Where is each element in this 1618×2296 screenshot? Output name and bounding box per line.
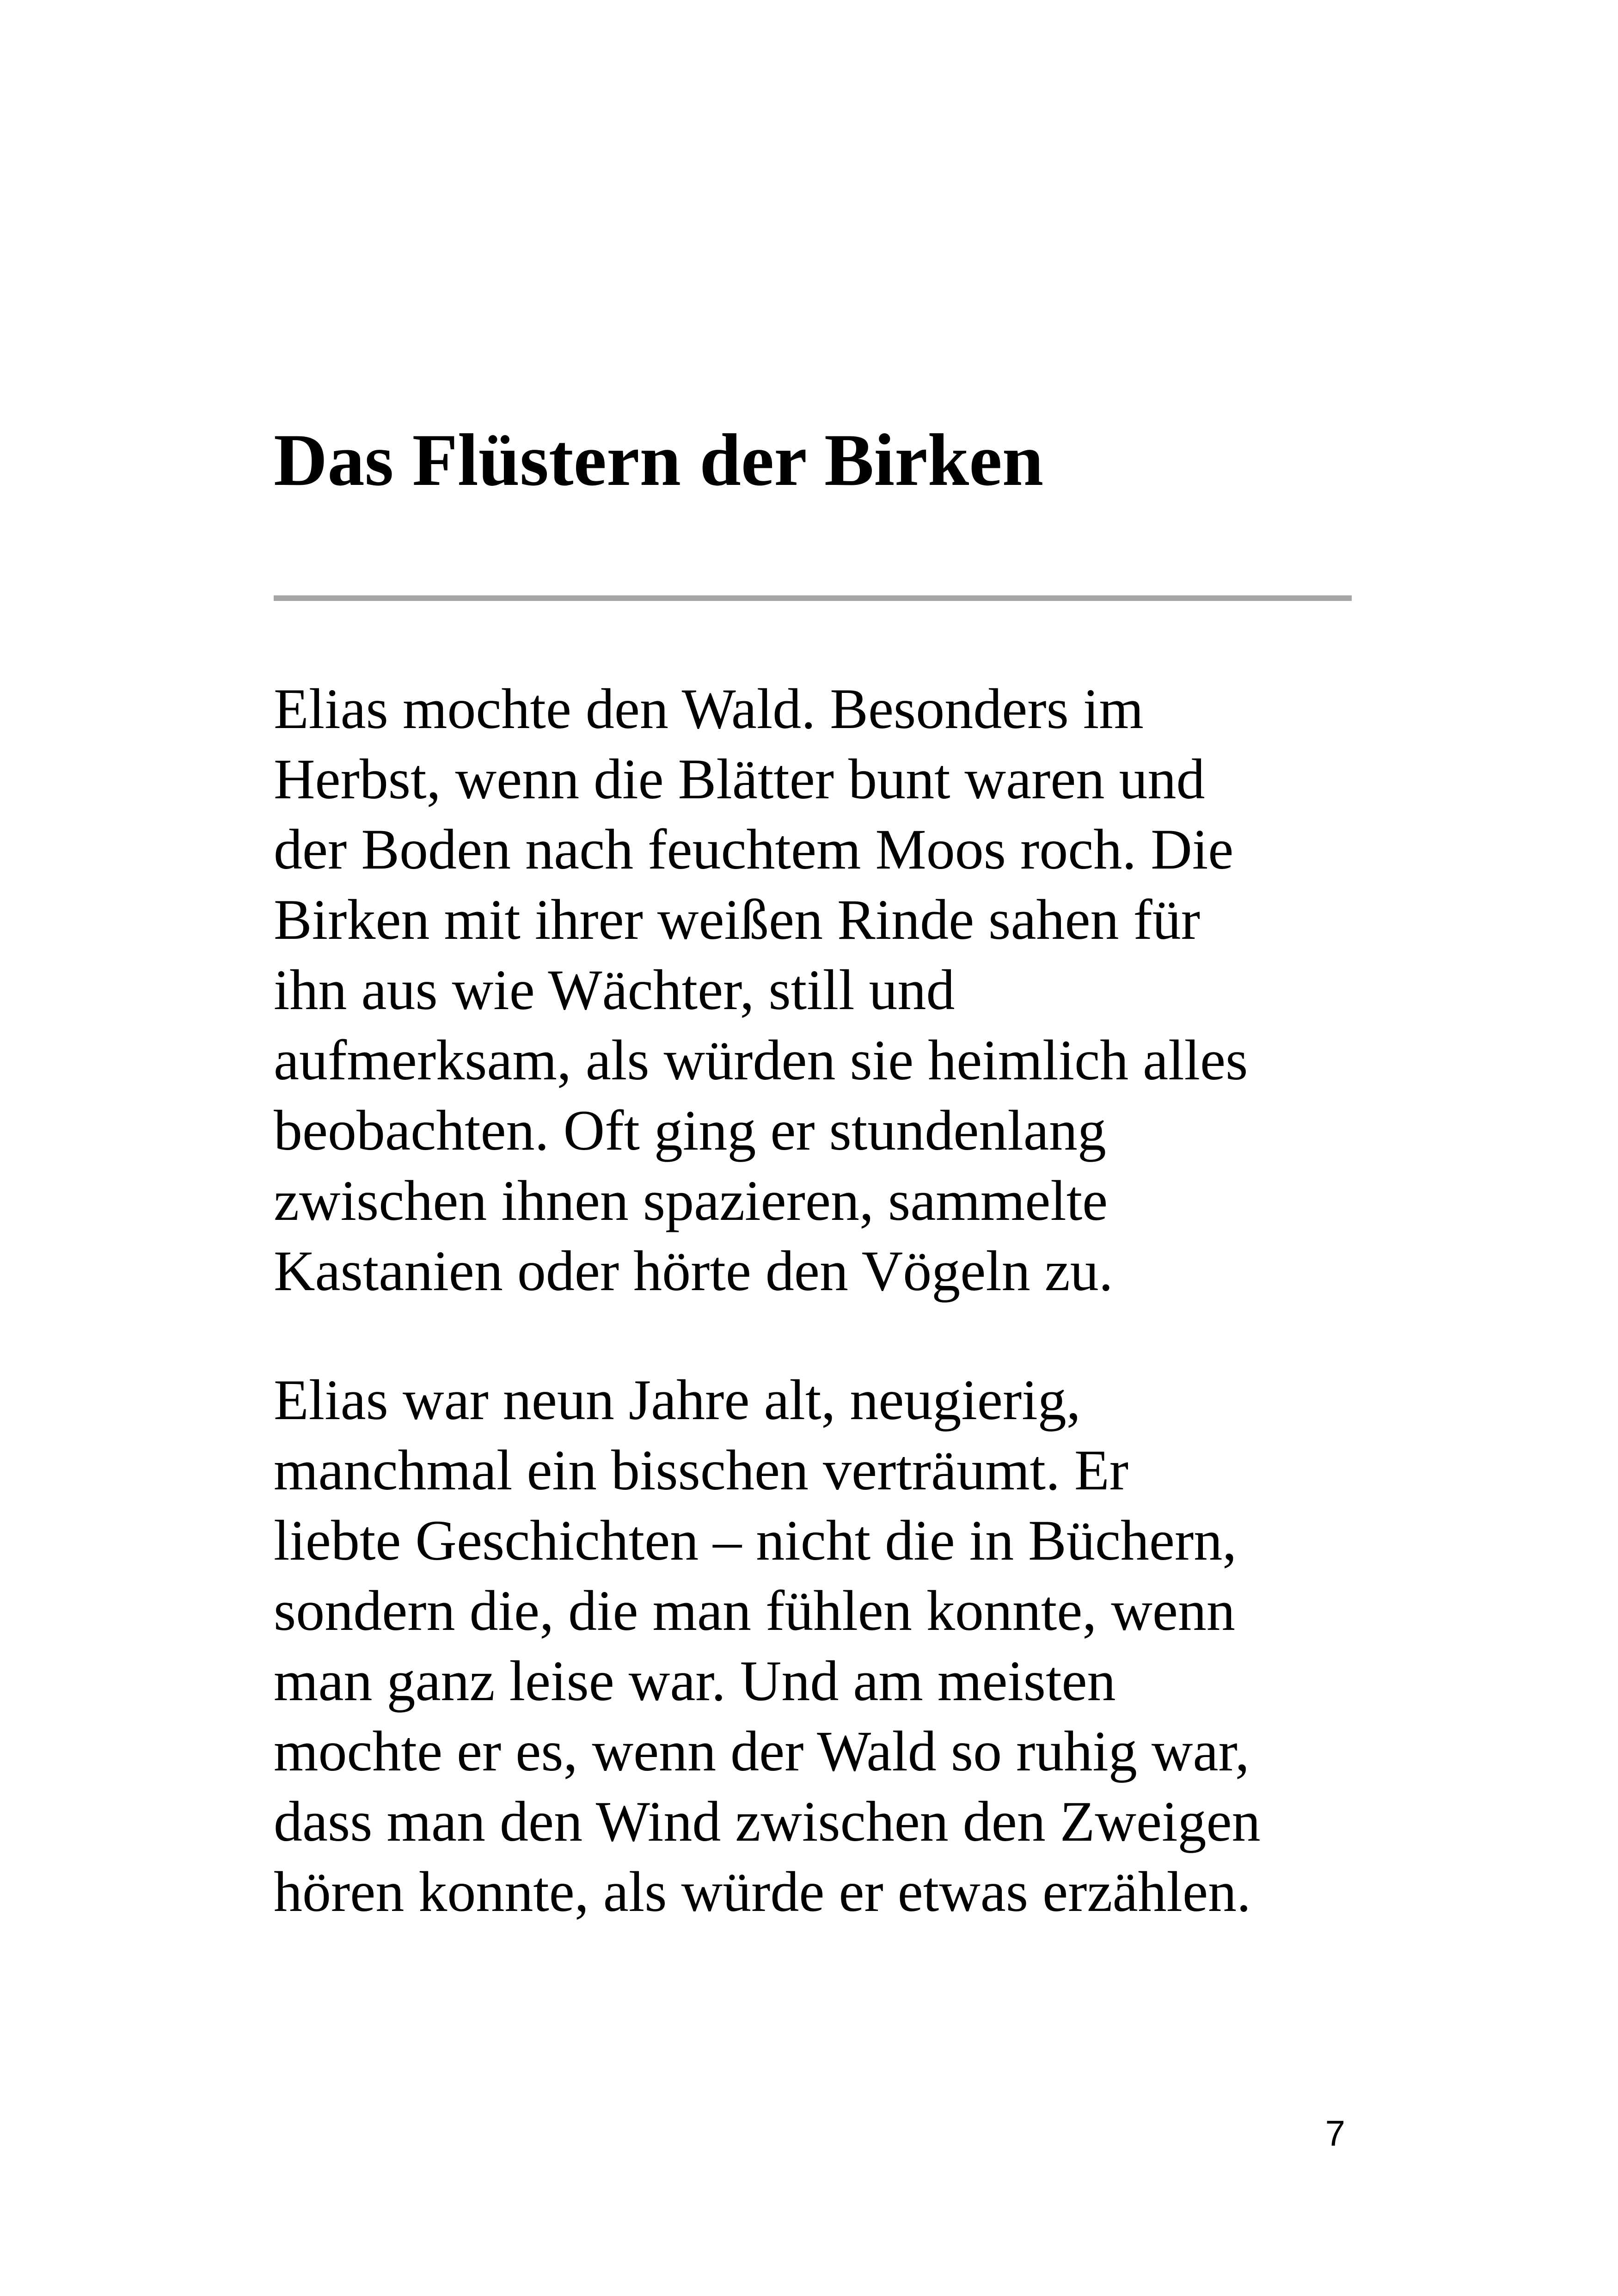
- text-line: zwischen ihnen spazieren, sammelte: [274, 1169, 1108, 1232]
- text-line: der Boden nach feuchtem Moos roch. Die: [274, 818, 1234, 881]
- chapter-title: Das Flüstern der Birken: [274, 419, 1044, 501]
- text-line: manchmal ein bisschen verträumt. Er: [274, 1439, 1129, 1502]
- text-line: sondern die, die man fühlen konnte, wenn: [274, 1579, 1235, 1642]
- text-line: Birken mit ihrer weißen Rinde sahen für: [274, 888, 1201, 951]
- text-line: mochte er es, wenn der Wald so ruhig war,: [274, 1720, 1250, 1783]
- text-line: hören konnte, als würde er etwas erzählen.: [274, 1860, 1251, 1923]
- text-line: man ganz leise war. Und am meisten: [274, 1649, 1116, 1713]
- text-line: Elias mochte den Wald. Besonders im: [274, 677, 1144, 741]
- text-line: dass man den Wind zwischen den Zweigen: [274, 1790, 1261, 1853]
- text-line: Elias war neun Jahre alt, neugierig,: [274, 1368, 1081, 1432]
- text-line: liebte Geschichten – nicht die in Büchern,: [274, 1509, 1237, 1572]
- title-divider: [274, 595, 1352, 601]
- text-line: Kastanien oder hörte den Vögeln zu.: [274, 1239, 1113, 1303]
- text-line: aufmerksam, als würden sie heimlich alles: [274, 1029, 1248, 1092]
- paragraph-1: [274, 674, 1365, 1306]
- page-number: 7: [1325, 2113, 1345, 2154]
- text-line: ihn aus wie Wächter, still und: [274, 958, 955, 1022]
- text-line: Herbst, wenn die Blätter bunt waren und: [274, 747, 1205, 811]
- paragraph-2: [274, 1365, 1365, 1927]
- text-line: beobachten. Oft ging er stundenlang: [274, 1099, 1106, 1162]
